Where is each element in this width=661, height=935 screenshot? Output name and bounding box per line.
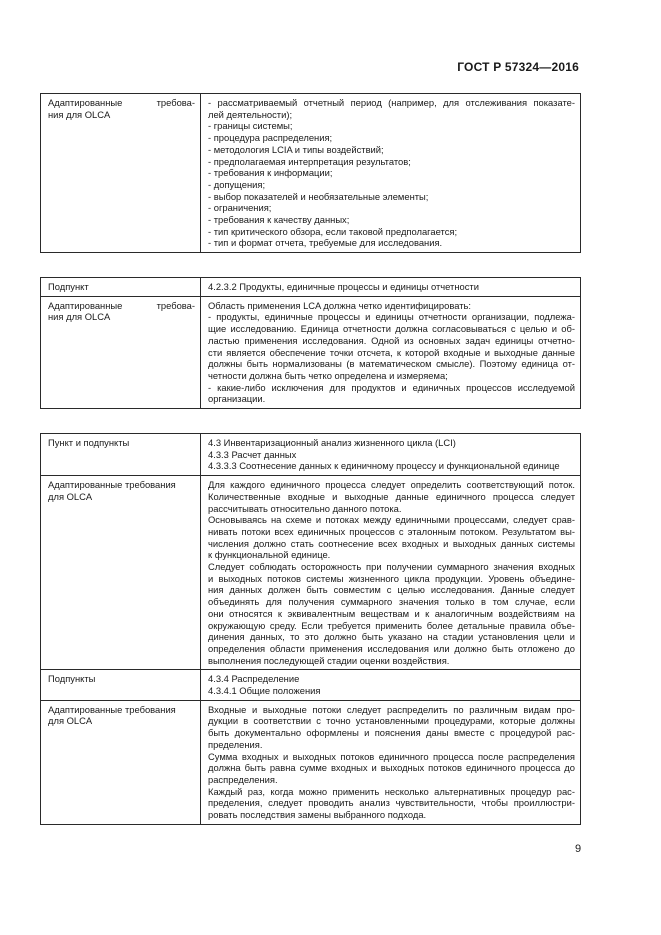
content-line: рассчитывать относительно данного потока. xyxy=(208,502,402,514)
content-line: числения должно стать соотнесение всех входных и выходных данных системы xyxy=(208,537,575,549)
content-line: должны быть нормализованы (в математическом смысле). Поэтому единица от- xyxy=(208,358,575,370)
content-line: пределения. xyxy=(208,738,263,750)
table-row xyxy=(41,670,581,700)
row-content-cell xyxy=(201,94,581,253)
row-label-line: ния для OLCA xyxy=(48,311,111,323)
content-line: и выходных потоков системы жизненного цикла продукции. Уровень объедине- xyxy=(208,572,575,584)
content-line: сти является обеспечение точки отсчета, к которой входные и выходные данные xyxy=(208,346,575,358)
row-content-cell xyxy=(201,700,581,824)
content-line: - границы системы; xyxy=(208,120,293,132)
row-label-text: Пункт и подпункты xyxy=(48,437,130,448)
content-line: они относятся к эквивалентным веществам и к аналогичным воздействиям на xyxy=(208,607,575,619)
row-label-cell xyxy=(41,296,201,408)
content-line: - требования к качеству данных; xyxy=(208,214,350,226)
content-line: Сумма входных и выходных потоков единичного процесса после распределения xyxy=(208,750,575,762)
clause-heading: 4.3.4.1 Общие положения xyxy=(208,685,321,697)
row-label-line: для OLCA xyxy=(48,715,93,727)
content-line: - тип критического обзора, если таковой предполагается; xyxy=(208,225,458,237)
row-label-cell xyxy=(41,700,201,824)
content-line: - какие-либо исключения для продуктов и единичных процессов исследуемой xyxy=(208,381,575,393)
content-line: лей деятельности); xyxy=(208,108,293,120)
row-label-text: Подпункт xyxy=(48,281,89,292)
clause-heading: 4.3 Инвентаризационный анализ жизненного цикла (LCI) xyxy=(208,437,456,448)
page-number: 9 xyxy=(575,843,582,855)
document-designation: ГОСТ Р 57324—2016 xyxy=(457,60,579,74)
content-line: к функциональной единице. xyxy=(208,549,331,561)
requirements-table-2 xyxy=(40,277,581,409)
row-label-text: Подпункты xyxy=(48,673,96,685)
content-line: Основываясь на схеме и потоках между единичными процессами, следует срав- xyxy=(208,514,575,526)
content-line: распределения. xyxy=(208,773,278,785)
content-line: Область применения LCA должна четко идентифицировать: xyxy=(208,299,471,311)
content-line: - методология LCIA и типы воздействий; xyxy=(208,143,384,155)
content-line: щие исследованию. Единица отчетности должна согласовываться с целью и об- xyxy=(208,323,575,335)
content-line: выполнения последующей стадии оценки воздействия. xyxy=(208,654,450,666)
content-line: Входные и выходные потоки следует распределить по различным видам про- xyxy=(208,703,575,715)
content-line: ния данных должен быть совместим с целью исследования. Данные следует xyxy=(208,584,575,596)
row-label-line: Адаптированные требования xyxy=(48,703,176,715)
content-line: - рассматриваемый отчетный период (например, для отслеживания показате- xyxy=(208,97,575,108)
row-label-line: Адаптированные требова- xyxy=(48,97,195,108)
table-row xyxy=(41,434,581,476)
content-line: динения данных, то это должно быть указано на стадии установления цели и xyxy=(208,631,575,643)
table-row xyxy=(41,476,581,670)
table-row xyxy=(41,700,581,824)
content-line: четности должна быть четко определена и измеряема; xyxy=(208,369,448,381)
row-label-cell xyxy=(41,434,201,476)
content-line: Для каждого единичного процесса следует определить соответствующий поток. xyxy=(208,479,575,491)
row-label-line: для OLCA xyxy=(48,490,93,502)
content-line: быть документально оформлены и пояснения даны вместе с процедурой рас- xyxy=(208,727,575,739)
content-line: - процедура распределения; xyxy=(208,132,333,144)
row-content-cell xyxy=(201,296,581,408)
clause-heading: 4.3.4 Распределение xyxy=(208,673,300,685)
content-line: - ограничения; xyxy=(208,202,272,214)
clause-heading: 4.3.3 Расчет данных xyxy=(208,448,297,460)
content-line: - тип и формат отчета, требуемые для исследования. xyxy=(208,237,443,249)
row-content-cell xyxy=(201,476,581,670)
row-label-line: ния для OLCA xyxy=(48,108,111,120)
clause-heading: 4.3.3.3 Соотнесение данных к единичному процессу и функциональной единице xyxy=(208,460,560,472)
content-line: нивать потоки всех единичных процессов с эталонным потоком. Результатом вы- xyxy=(208,525,575,537)
content-line: Количественные входные и выходные данные единичного процесса следует xyxy=(208,490,575,502)
content-line: - предполагаемая интерпретация результатов; xyxy=(208,155,411,167)
table-row xyxy=(41,296,581,408)
row-content-cell xyxy=(201,278,581,297)
row-label-cell xyxy=(41,670,201,700)
content-line: - допущения; xyxy=(208,178,266,190)
content-line: - требования к информации; xyxy=(208,167,333,179)
row-label-cell xyxy=(41,278,201,297)
content-line: дукции в соответствии с точно установленными процедурами, которые должны xyxy=(208,715,575,727)
content-line: пределения, следует проводить анализ чувствительности, чтобы проиллюстри- xyxy=(208,797,575,809)
requirements-table-3 xyxy=(40,433,581,825)
requirements-table-1 xyxy=(40,93,581,253)
content-line: должна быть равна сумме входных и выходных потоков единичного процесса до xyxy=(208,762,575,774)
table-row xyxy=(41,94,581,253)
content-line: - продукты, единичные процессы и единицы отчетности организации, подлежа- xyxy=(208,311,575,323)
content-line: Следует соблюдать осторожность при получении суммарного значения входных xyxy=(208,561,575,573)
clause-title: 4.2.3.2 Продукты, единичные процессы и единицы отчетности xyxy=(208,281,479,292)
content-line: объединять для получения суммарного значения только в том случае, если xyxy=(208,596,575,608)
row-label-line: Адаптированные требова- xyxy=(48,299,195,311)
content-line: окружающую среду. Если требуется применить более детальные правила объе- xyxy=(208,619,575,631)
content-line: ровать последствия замены выбранного подхода. xyxy=(208,809,427,821)
content-line: ластью применения исследования. Одной из основных задач единицы отчетно- xyxy=(208,334,575,346)
row-content-cell xyxy=(201,434,581,476)
content-line: определения области применения исследования или должно быть отложено до xyxy=(208,642,575,654)
row-content-cell xyxy=(201,670,581,700)
row-label-cell xyxy=(41,476,201,670)
row-label-line: Адаптированные требования xyxy=(48,479,176,491)
content-line: - выбор показателей и необязательные элементы; xyxy=(208,190,429,202)
row-label-cell xyxy=(41,94,201,253)
table-row xyxy=(41,278,581,297)
content-line: организации. xyxy=(208,393,266,405)
content-line: Каждый раз, когда можно применить несколько альтернативных процедур рас- xyxy=(208,785,575,797)
